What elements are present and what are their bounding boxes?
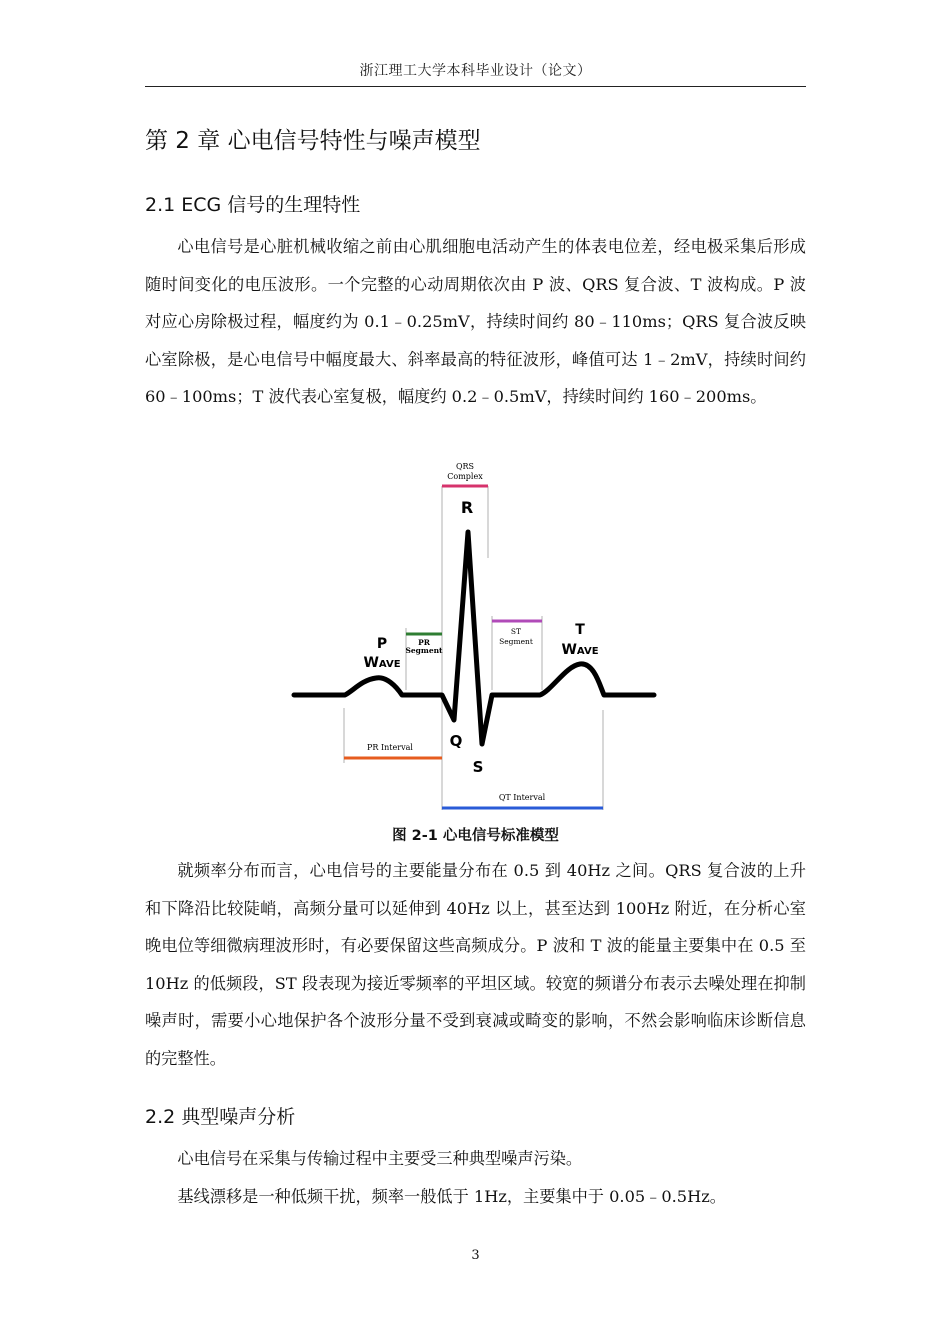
t-wave-label: WAVE	[561, 642, 599, 658]
page-number: 3	[471, 1248, 480, 1263]
paragraph: 心电信号在采集与传输过程中主要受三种典型噪声污染。	[177, 1149, 583, 1168]
ecg-diagram	[290, 458, 660, 820]
chapter-title: 第 2 章 心电信号特性与噪声模型	[145, 128, 481, 154]
paragraph: 基线漂移是一种低频干扰，频率一般低于 1Hz，主要集中于 0.05﹣0.5Hz。	[177, 1187, 726, 1206]
s-label: S	[472, 758, 484, 776]
p-wave-label: P	[376, 636, 388, 652]
st-segment-label: ST	[510, 627, 522, 636]
st-segment-label: Segment	[499, 637, 533, 646]
paragraph: 就频率分布而言，心电信号的主要能量分布在 0.5 到 40Hz 之间。QRS 复合波的上升和下降沿比较陡峭，高频分量可以延伸到 40Hz 以上，甚至达到 100Hz 附近，在分析心室晚电位等细微病理波形时，有必要保留这些高频成分。P 波和 T 波的能量主要集中在 0.5 至 10Hz 的低频段，ST 段表现为接近零频率的平坦区域。较宽的频谱分布表示去噪处理在抑制噪声时，需要小心地保护各个波形分量不受到衰减或畸变的影响，不然会影响临床诊断信息的完整性。	[145, 861, 806, 1068]
qt-interval-label: QT Interval	[498, 793, 546, 802]
p-wave-label: WAVE	[363, 655, 401, 671]
t-wave-label: T	[575, 622, 585, 638]
ecg-figure	[290, 458, 660, 820]
header-rule	[145, 86, 806, 87]
q-label: Q	[449, 732, 463, 750]
section-title-2-1: 2.1 ECG 信号的生理特性	[145, 194, 361, 216]
qrs-complex-label: Complex	[447, 472, 483, 481]
pr-segment-label: PR	[418, 638, 430, 647]
ecg-trace	[294, 532, 654, 744]
pr-segment-label: Segment	[405, 646, 443, 655]
running-header: 浙江理工大学本科毕业设计（论文）	[359, 63, 592, 79]
paragraph: 心电信号是心脏机械收缩之前由心肌细胞电活动产生的体表电位差，经电极采集后形成随时间变化的电压波形。一个完整的心动周期依次由 P 波、QRS 复合波、T 波构成。P 波对应心房除极过程，幅度约为 0.1﹣0.25mV，持续时间约 80﹣110ms；QRS 复合波反映心室除极，是心电信号中幅度最大、斜率最高的特征波形，峰值可达 1﹣2mV，持续时间约 60﹣100ms；T 波代表心室复极，幅度约 0.2﹣0.5mV，持续时间约 160﹣200ms。	[145, 237, 806, 407]
pr-interval-label: PR Interval	[367, 743, 413, 752]
qrs-complex-label: QRS	[455, 462, 475, 471]
figure-caption: 图 2-1 心电信号标准模型	[392, 828, 559, 844]
r-label: R	[460, 498, 474, 517]
section-title-2-2: 2.2 典型噪声分析	[145, 1106, 296, 1128]
